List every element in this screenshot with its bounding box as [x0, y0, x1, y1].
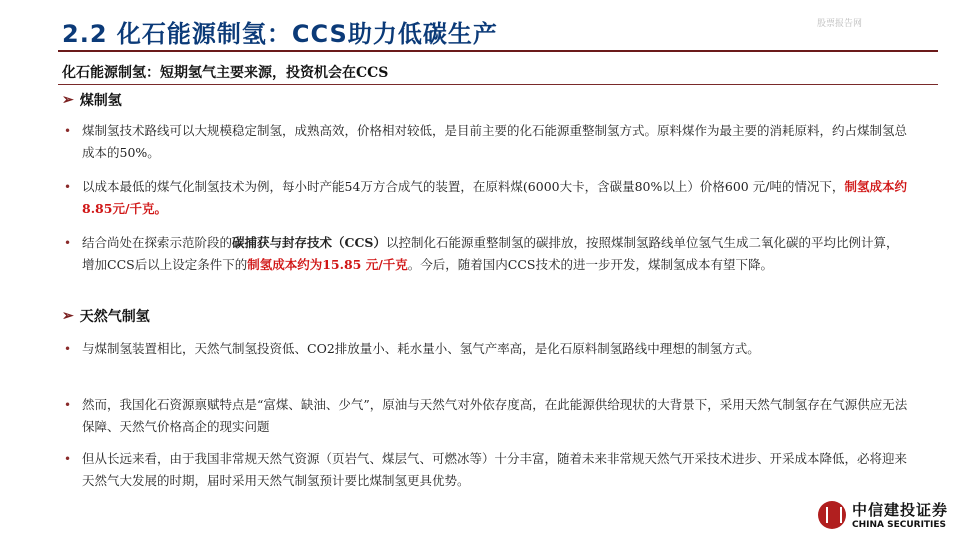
section-heading-natural-gas — [62, 306, 150, 326]
watermark: 股票报告网 — [816, 19, 862, 29]
logo-name-cn: 中信建投证券 — [851, 501, 948, 519]
section-heading-coal — [62, 90, 122, 110]
bullet-segment: 结合尚处在探索示范阶段的 — [82, 235, 233, 250]
chevron-right-icon: ➢ — [62, 92, 74, 108]
bullet-segment: 制氢成本约8.85元/千克。 — [82, 179, 907, 216]
list-item — [64, 232, 910, 276]
list-item — [64, 176, 910, 220]
bullet-segment: 制氢成本约为15.85 元/千克 — [247, 257, 408, 272]
section-heading-label: 煤制氢 — [79, 93, 122, 109]
logo-mark-icon — [818, 501, 846, 529]
bullet-segment: 碳捕获与封存技术（CCS） — [232, 235, 386, 250]
company-logo — [818, 499, 948, 530]
bullet-text — [64, 338, 910, 360]
chevron-right-icon: ➢ — [62, 308, 74, 324]
subtitle-divider — [58, 84, 938, 85]
bullet-segment: 以控制化石能源重整制氢的碳排放，按照煤制氢路线单位氢气生成二氧化碳的平均比例计算，增加CCS后以上设定条件下的 — [82, 235, 899, 272]
bullet-icon: • — [64, 180, 72, 194]
bullet-text — [64, 120, 910, 164]
list-item — [64, 338, 910, 360]
bullet-segment: 煤制氢技术路线可以大规模稳定制氢，成熟高效，价格相对较低，是目前主要的化石能源重整制氢方式。原料煤作为最主要的消耗原料，约占煤制氢总成本的50%。 — [82, 123, 908, 160]
bullet-text — [64, 448, 910, 492]
bullet-segment: 与煤制氢装置相比，天然气制氢投资低、CO2排放量小、耗水量小、氢气产率高，是化石原料制氢路线中理想的制氢方式。 — [82, 341, 760, 356]
page-title: 2.2 化石能源制氢：CCS助力低碳生产 — [62, 20, 498, 48]
list-item — [64, 394, 910, 438]
bullet-segment: 。今后，随着国内CCS技术的进一步开发，煤制氢成本有望下降。 — [407, 257, 773, 272]
title-bar — [0, 8, 960, 48]
section-heading-label: 天然气制氢 — [79, 309, 150, 325]
bullet-text — [64, 232, 910, 276]
bullet-text — [64, 176, 910, 220]
bullet-text — [64, 394, 910, 438]
list-item — [64, 448, 910, 492]
bullet-icon: • — [64, 124, 72, 138]
bullet-icon: • — [64, 236, 72, 250]
bullet-segment: 以成本最低的煤气化制氢技术为例，每小时产能54万方合成气的装置，在原料煤(6000大卡，含碳量80%以上）价格600 元/吨的情况下， — [82, 179, 845, 194]
bullet-icon: • — [64, 452, 72, 466]
title-divider — [58, 50, 938, 52]
bullet-segment: 然而，我国化石资源禀赋特点是“富煤、缺油、少气”，原油与天然气对外依存度高，在此能源供给现状的大背景下，采用天然气制氢存在气源供应无法保障、天然气价格高企的现实问题 — [82, 397, 908, 434]
logo-name-en: CHINA SECURITIES — [851, 520, 947, 530]
bullet-icon: • — [64, 342, 72, 356]
bullet-segment: 但从长远来看，由于我国非常规天然气资源（页岩气、煤层气、可燃冰等）十分丰富，随着未来非常规天然气开采技术进步、开采成本降低，必将迎来天然气大发展的时期，届时采用天然气制氢预计要比煤制氢更具优势。 — [82, 451, 908, 488]
bullet-icon: • — [64, 398, 72, 412]
list-item — [64, 120, 910, 164]
slide-subtitle: 化石能源制氢：短期氢气主要来源，投资机会在CCS — [62, 65, 389, 81]
